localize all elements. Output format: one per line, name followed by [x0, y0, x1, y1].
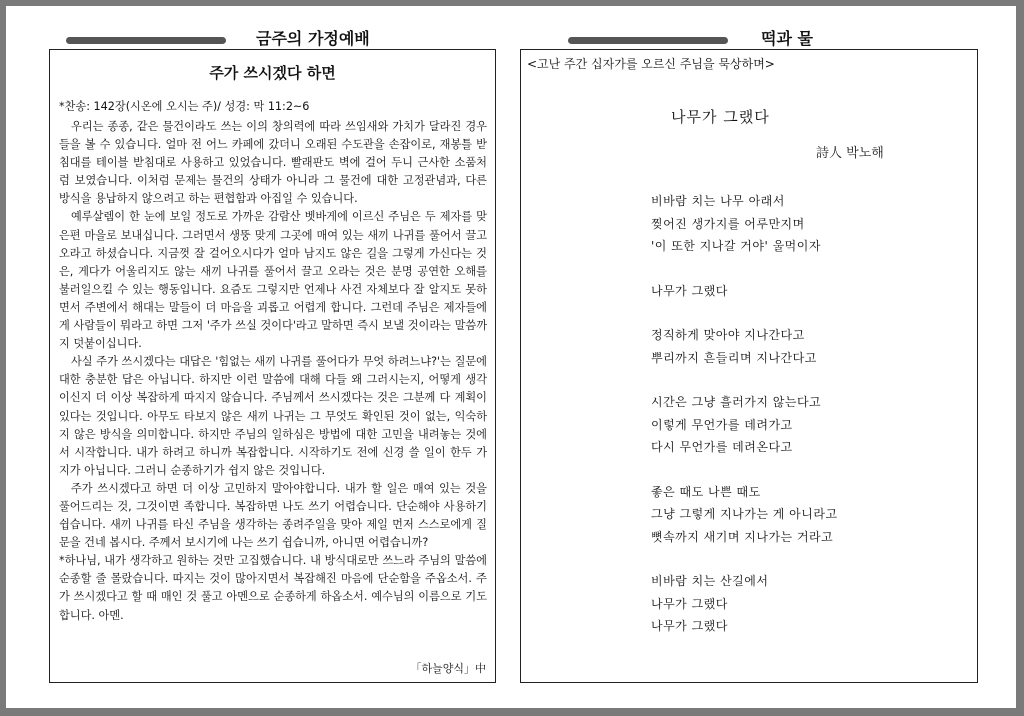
- poem-line: 이렇게 무언가를 데려가고: [651, 417, 793, 432]
- right-header-title: 떡과 물: [761, 29, 813, 48]
- poem-stanza: [651, 324, 838, 369]
- poem-line: 뼛속까지 새기며 지나가는 거라고: [651, 529, 834, 544]
- poem-line: 비바람 치는 나무 아래서: [651, 194, 785, 208]
- left-header-bar: [66, 37, 226, 44]
- poem-author: 詩人 박노해: [816, 146, 884, 161]
- sermon-paragraph: 우리는 종종, 같은 물건이라도 쓰는 이의 창의력에 따라 쓰임새와 가치가 달라진 경우들을 볼 수 있습니다. 얼마 전 어느 카페에 갔더니 오래된 수도관을 손잡이로, 재봉틀 받침대를 테이블 받침대로 사용하고 있었습니다. 빨래판도 벽에 걸어 두니 근사한 소품처럼 보였습니다. 이처럼 문제는 물건의 상태가 아니라 그 물건에 대한 고정관념과, 다른 방식을 용납하지 않으려고 하는 편협함과 아집일 수 있습니다.: [59, 120, 487, 206]
- sermon-body: [59, 118, 487, 625]
- poem-body: [651, 190, 838, 660]
- sermon-paragraph: 주가 쓰시겠다고 하면 더 이상 고민하지 말아야합니다. 내가 할 일은 매여 있는 것을 풀어드리는 것, 그것이면 족합니다. 복잡하면 나도 쓰기 어렵습니다. 단순해야 사용하기 쉽습니다. 새끼 나귀를 타신 주님을 생각하는 종려주일을 맞아 제일 먼저 스스로에게 질문을 건네 봅시다. 주께서 보시기에 나는 쓰기 쉽습니까, 아니면 어렵습니까?: [59, 481, 487, 550]
- poem-line: 좋은 때도 나쁜 때도: [651, 484, 761, 499]
- left-header-title: 금주의 가정예배: [256, 29, 370, 48]
- poem-line: '이 또한 지나갈 거야' 울먹이자: [651, 239, 821, 253]
- poem-title: 나무가 그랬다: [671, 108, 770, 126]
- poem-stanza: [651, 280, 838, 303]
- hymn-scripture-line: *찬송: 142장(시온에 오시는 주)/ 성경: 막 11:2~6: [59, 100, 310, 113]
- poem-line: 찢어진 생가지를 어루만지며: [651, 216, 805, 231]
- poem-line: 뿌리까지 흔들리며 지나간다고: [651, 350, 817, 365]
- poem-line: 나무가 그랬다: [651, 283, 728, 298]
- poem-line: 그냥 그렇게 지나가는 게 아니라고: [651, 507, 838, 521]
- sermon-panel: [49, 49, 496, 683]
- poem-line: 비바람 치는 산길에서: [651, 574, 769, 588]
- prayer-paragraph: *하나님, 내가 생각하고 원하는 것만 고집했습니다. 내 방식대로만 쓰느라 주님의 말씀에 순종할 줄 몰랐습니다. 따지는 것이 많아지면서 복잡해진 마음에 단순함을 주옵소서. 주가 쓰시겠다고 할 때 매인 것 풀고 아멘으로 순종하게 하옵소서. 예수님의 이름으로 기도합니다. 아멘.: [59, 554, 487, 622]
- poem-panel: [520, 49, 978, 683]
- sermon-paragraph: 사실 주가 쓰시겠다는 대답은 '힘없는 새끼 나귀를 풀어다가 무엇 하려느냐?'는 질문에 대한 충분한 답은 아닙니다. 하지만 이런 말씀에 대해 다들 왜 그러시는지, 어떻게 생각이신지 더 이상 복잡하게 따지지 않습니다. 주님께서 쓰시겠다는 것은 그분께 다 계획이 있다는 것입니다. 아무도 타보지 않은 새끼 나귀는 그 무엇도 확인된 것이 없는, 익숙하지 않은 방식을 의미합니다. 하지만 주님의 일하심은 방법에 대한 고민을 내려놓는 것에서 시작합니다. 내가 하려고 하니까 복잡합니다. 시작하기도 전에 신경 쓸 일이 한두 가지가 아닙니다. 그러니 순종하기가 쉽지 않은 것입니다.: [59, 355, 487, 477]
- poem-stanza: [651, 570, 838, 638]
- sermon-source: 「하늘양식」中: [410, 662, 486, 675]
- poem-stanza: [651, 481, 838, 549]
- poem-line: 다시 무언가를 데려온다고: [651, 440, 793, 454]
- poem-line: 나무가 그랬다: [651, 619, 728, 633]
- poem-subtitle: <고난 주간 십자가를 오르신 주님을 묵상하며>: [527, 57, 775, 71]
- page-sheet: [6, 6, 1016, 708]
- right-header-bar: [568, 37, 728, 44]
- poem-line: 시간은 그냥 흘러가지 않는다고: [651, 395, 822, 409]
- poem-stanza: [651, 190, 838, 258]
- poem-stanza: [651, 391, 838, 459]
- sermon-paragraph: 예루살렘이 한 눈에 보일 정도로 가까운 감람산 벳바게에 이르신 주님은 두 제자를 맞은편 마을로 보내십니다. 그러면서 생뚱 맞게 그곳에 매여 있는 새끼 나귀를 풀어서 끌고 오라고 하셨습니다. 지금껏 잘 걸어오시다가 얼마 남지도 않은 길을 그렇게 가신다는 것은, 게다가 어울리지도 않는 새끼 나귀를 풀어서 끌고 오라는 것은 분명 공연한 오해를 불러일으킬 수 있는 행동입니다. 요즘도 그렇지만 언제나 사건 자체보다 잘 알지도 못하면서 주변에서 해대는 말들이 더 마음을 괴롭고 어렵게 합니다. 그런데 주님은 제자들에게 사람들이 뭐라고 하면 그저 '주가 쓰실 것이다'라고 말하면 즉시 보낼 것이라는 말씀까지 덧붙이십니다.: [59, 210, 487, 351]
- sermon-title: 주가 쓰시겠다 하면: [209, 64, 336, 82]
- poem-line: 나무가 그랬다: [651, 596, 728, 611]
- poem-line: 정직하게 맞아야 지나간다고: [651, 328, 805, 342]
